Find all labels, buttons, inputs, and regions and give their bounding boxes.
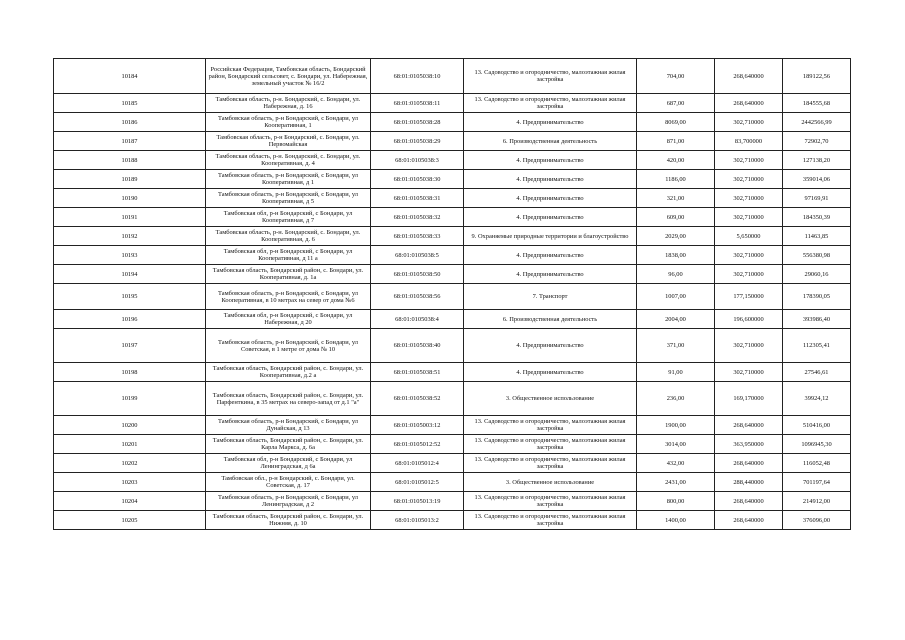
land-use-cell: 13. Садоводство и огородничество, малоэтажная жилая застройка bbox=[464, 435, 637, 454]
row-number-cell: 10204 bbox=[54, 492, 206, 511]
cadastral-number-cell: 68:01:0105013:19 bbox=[371, 492, 464, 511]
cadastral-value-cell: 701197,64 bbox=[783, 473, 851, 492]
address-cell: Тамбовская область, р-н Бондарский, с Бондари, ул Дунайская, д 13 bbox=[206, 416, 371, 435]
land-use-cell: 6. Производственная деятельность bbox=[464, 310, 637, 329]
area-cell: 871,00 bbox=[637, 132, 715, 151]
land-use-cell: 4. Предпринимательство bbox=[464, 265, 637, 284]
cadastral-number-cell: 68:01:0105038:31 bbox=[371, 189, 464, 208]
area-cell: 371,00 bbox=[637, 329, 715, 363]
table-row bbox=[54, 151, 851, 170]
address-cell: Тамбовская область, р-н Бондарский, с Бондари, ул Советская, в 1 метре от дома № 10 bbox=[206, 329, 371, 363]
table-row bbox=[54, 265, 851, 284]
document-page bbox=[53, 58, 850, 530]
cadastral-value-cell: 116052,48 bbox=[783, 454, 851, 473]
cadastral-number-cell: 68:01:0105038:10 bbox=[371, 59, 464, 94]
table-row bbox=[54, 382, 851, 416]
land-use-cell: 4. Предпринимательство bbox=[464, 189, 637, 208]
area-cell: 1186,00 bbox=[637, 170, 715, 189]
cadastral-number-cell: 68:01:0105038:32 bbox=[371, 208, 464, 227]
table-row bbox=[54, 59, 851, 94]
row-number-cell: 10189 bbox=[54, 170, 206, 189]
cadastral-value-cell: 39924,12 bbox=[783, 382, 851, 416]
address-cell: Тамбовская обл, р-н Бондарский, с Бондари, ул Ленинградская, д 6а bbox=[206, 454, 371, 473]
cadastral-number-cell: 68:01:0105012:5 bbox=[371, 473, 464, 492]
cadastral-value-cell: 1096945,30 bbox=[783, 435, 851, 454]
address-cell: Российская Федерация, Тамбовская область, Бондарский район, Бондарский сельсовет, с. Бондари, ул. Набережная, земельный участок № 16/2 bbox=[206, 59, 371, 94]
cadastral-value-cell: 127138,20 bbox=[783, 151, 851, 170]
specific-value-cell: 288,440000 bbox=[715, 473, 783, 492]
land-use-cell: 4. Предпринимательство bbox=[464, 363, 637, 382]
row-number-cell: 10193 bbox=[54, 246, 206, 265]
specific-value-cell: 169,170000 bbox=[715, 382, 783, 416]
specific-value-cell: 268,640000 bbox=[715, 59, 783, 94]
cadastral-value-table bbox=[53, 58, 851, 530]
cadastral-number-cell: 68:01:0105003:12 bbox=[371, 416, 464, 435]
land-use-cell: 4. Предпринимательство bbox=[464, 113, 637, 132]
row-number-cell: 10186 bbox=[54, 113, 206, 132]
cadastral-value-cell: 112305,41 bbox=[783, 329, 851, 363]
table-row bbox=[54, 492, 851, 511]
area-cell: 236,00 bbox=[637, 382, 715, 416]
area-cell: 2029,00 bbox=[637, 227, 715, 246]
land-use-cell: 13. Садоводство и огородничество, малоэтажная жилая застройка bbox=[464, 492, 637, 511]
area-cell: 8069,00 bbox=[637, 113, 715, 132]
specific-value-cell: 268,640000 bbox=[715, 511, 783, 530]
land-use-cell: 4. Предпринимательство bbox=[464, 208, 637, 227]
address-cell: Тамбовская область, р-н Бондарский, с Бондари, ул Кооперативная, д 5 bbox=[206, 189, 371, 208]
row-number-cell: 10205 bbox=[54, 511, 206, 530]
row-number-cell: 10199 bbox=[54, 382, 206, 416]
cadastral-value-cell: 359014,06 bbox=[783, 170, 851, 189]
address-cell: Тамбовская область, р-н. Бондарский, с. Бондари, ул. Набережная, д. 16 bbox=[206, 94, 371, 113]
address-cell: Тамбовская область, Бондарский район, с. Бондари, ул. Парфенткина, в 35 метрах на северо-запад от д.1 "а" bbox=[206, 382, 371, 416]
row-number-cell: 10184 bbox=[54, 59, 206, 94]
specific-value-cell: 302,710000 bbox=[715, 329, 783, 363]
table-row bbox=[54, 113, 851, 132]
address-cell: Тамбовская обл, р-н Бондарский, с Бондари, ул Кооперативная, д 7 bbox=[206, 208, 371, 227]
address-cell: Тамбовская область, р-н. Бондарский, с. Бондари, ул. Кооперативная, д. 6 bbox=[206, 227, 371, 246]
cadastral-number-cell: 68:01:0105038:50 bbox=[371, 265, 464, 284]
row-number-cell: 10190 bbox=[54, 189, 206, 208]
cadastral-number-cell: 68:01:0105012:4 bbox=[371, 454, 464, 473]
cadastral-number-cell: 68:01:0105038:51 bbox=[371, 363, 464, 382]
cadastral-value-cell: 97169,91 bbox=[783, 189, 851, 208]
cadastral-number-cell: 68:01:0105038:5 bbox=[371, 246, 464, 265]
address-cell: Тамбовская область, р-н Бондарский, с Бондари, ул Кооперативная, 1 bbox=[206, 113, 371, 132]
area-cell: 704,00 bbox=[637, 59, 715, 94]
address-cell: Тамбовская обл, р-н Бондарский, с Бондари, ул Набережная, д 20 bbox=[206, 310, 371, 329]
table-row bbox=[54, 416, 851, 435]
specific-value-cell: 302,710000 bbox=[715, 363, 783, 382]
specific-value-cell: 268,640000 bbox=[715, 416, 783, 435]
cadastral-number-cell: 68:01:0105038:11 bbox=[371, 94, 464, 113]
row-number-cell: 10200 bbox=[54, 416, 206, 435]
specific-value-cell: 268,640000 bbox=[715, 492, 783, 511]
land-use-cell: 13. Садоводство и огородничество, малоэтажная жилая застройка bbox=[464, 511, 637, 530]
row-number-cell: 10197 bbox=[54, 329, 206, 363]
specific-value-cell: 302,710000 bbox=[715, 189, 783, 208]
land-use-cell: 4. Предпринимательство bbox=[464, 170, 637, 189]
specific-value-cell: 268,640000 bbox=[715, 94, 783, 113]
land-use-cell: 9. Охраняемые природные территории и благоустройство bbox=[464, 227, 637, 246]
table-row bbox=[54, 363, 851, 382]
land-use-cell: 6. Производственная деятельность bbox=[464, 132, 637, 151]
land-use-cell: 4. Предпринимательство bbox=[464, 329, 637, 363]
cadastral-number-cell: 68:01:0105038:4 bbox=[371, 310, 464, 329]
specific-value-cell: 302,710000 bbox=[715, 208, 783, 227]
area-cell: 321,00 bbox=[637, 189, 715, 208]
cadastral-value-cell: 510416,00 bbox=[783, 416, 851, 435]
specific-value-cell: 196,600000 bbox=[715, 310, 783, 329]
row-number-cell: 10201 bbox=[54, 435, 206, 454]
specific-value-cell: 302,710000 bbox=[715, 265, 783, 284]
cadastral-value-cell: 11463,85 bbox=[783, 227, 851, 246]
land-use-cell: 3. Общественное использование bbox=[464, 473, 637, 492]
table-row bbox=[54, 435, 851, 454]
land-use-cell: 7. Транспорт bbox=[464, 284, 637, 310]
address-cell: Тамбовская область, р-н Бондарский, с Бондари, ул Кооперативная, д 1 bbox=[206, 170, 371, 189]
table-row bbox=[54, 329, 851, 363]
specific-value-cell: 363,950000 bbox=[715, 435, 783, 454]
row-number-cell: 10195 bbox=[54, 284, 206, 310]
area-cell: 432,00 bbox=[637, 454, 715, 473]
cadastral-value-cell: 189122,56 bbox=[783, 59, 851, 94]
land-use-cell: 13. Садоводство и огородничество, малоэтажная жилая застройка bbox=[464, 454, 637, 473]
cadastral-number-cell: 68:01:0105012:52 bbox=[371, 435, 464, 454]
cadastral-value-cell: 72902,70 bbox=[783, 132, 851, 151]
cadastral-value-cell: 29060,16 bbox=[783, 265, 851, 284]
cadastral-number-cell: 68:01:0105038:30 bbox=[371, 170, 464, 189]
area-cell: 3014,00 bbox=[637, 435, 715, 454]
specific-value-cell: 268,640000 bbox=[715, 454, 783, 473]
cadastral-value-cell: 376096,00 bbox=[783, 511, 851, 530]
area-cell: 2004,00 bbox=[637, 310, 715, 329]
cadastral-value-cell: 2442566,99 bbox=[783, 113, 851, 132]
row-number-cell: 10192 bbox=[54, 227, 206, 246]
land-use-cell: 13. Садоводство и огородничество, малоэтажная жилая застройка bbox=[464, 59, 637, 94]
specific-value-cell: 302,710000 bbox=[715, 246, 783, 265]
row-number-cell: 10194 bbox=[54, 265, 206, 284]
area-cell: 687,00 bbox=[637, 94, 715, 113]
row-number-cell: 10191 bbox=[54, 208, 206, 227]
table-row bbox=[54, 473, 851, 492]
table-row bbox=[54, 227, 851, 246]
specific-value-cell: 83,700000 bbox=[715, 132, 783, 151]
address-cell: Тамбовская обл., р-н Бондарский, с. Бондари, ул. Советская, д. 17 bbox=[206, 473, 371, 492]
row-number-cell: 10203 bbox=[54, 473, 206, 492]
cadastral-number-cell: 68:01:0105038:33 bbox=[371, 227, 464, 246]
address-cell: Тамбовская область, р-н. Бондарский, с. Бондари, ул. Кооперативная, д. 4 bbox=[206, 151, 371, 170]
land-use-cell: 13. Садоводство и огородничество, малоэтажная жилая застройка bbox=[464, 416, 637, 435]
address-cell: Тамбовская область, р-н Бондарский, с. Бондари, ул. Первомайская bbox=[206, 132, 371, 151]
row-number-cell: 10198 bbox=[54, 363, 206, 382]
cadastral-value-cell: 184350,39 bbox=[783, 208, 851, 227]
address-cell: Тамбовская область, р-н Бондарский, с Бондари, ул Кооперативная, в 10 метрах на север от дома №6 bbox=[206, 284, 371, 310]
land-use-cell: 3. Общественное использование bbox=[464, 382, 637, 416]
cadastral-value-cell: 556380,98 bbox=[783, 246, 851, 265]
land-use-cell: 13. Садоводство и огородничество, малоэтажная жилая застройка bbox=[464, 94, 637, 113]
land-use-cell: 4. Предпринимательство bbox=[464, 246, 637, 265]
row-number-cell: 10188 bbox=[54, 151, 206, 170]
address-cell: Тамбовская область, Бондарский район, с. Бондари, ул. Нижняя, д. 10 bbox=[206, 511, 371, 530]
cadastral-value-cell: 184555,68 bbox=[783, 94, 851, 113]
address-cell: Тамбовская область, Бондарский район, с. Бондари, ул. Кооперативная, д. 1а bbox=[206, 265, 371, 284]
address-cell: Тамбовская обл, р-н Бондарский, с Бондари, ул Кооперативная, д 11 а bbox=[206, 246, 371, 265]
table-row bbox=[54, 310, 851, 329]
land-use-cell: 4. Предпринимательство bbox=[464, 151, 637, 170]
cadastral-number-cell: 68:01:0105038:3 bbox=[371, 151, 464, 170]
area-cell: 420,00 bbox=[637, 151, 715, 170]
cadastral-value-cell: 393986,40 bbox=[783, 310, 851, 329]
cadastral-value-cell: 27546,61 bbox=[783, 363, 851, 382]
cadastral-value-cell: 178390,05 bbox=[783, 284, 851, 310]
area-cell: 1400,00 bbox=[637, 511, 715, 530]
row-number-cell: 10187 bbox=[54, 132, 206, 151]
row-number-cell: 10196 bbox=[54, 310, 206, 329]
table-row bbox=[54, 454, 851, 473]
cadastral-number-cell: 68:01:0105013:2 bbox=[371, 511, 464, 530]
address-cell: Тамбовская область, Бондарский район, с. Бондари, ул. Кооперативная, д.2 а bbox=[206, 363, 371, 382]
table-row bbox=[54, 246, 851, 265]
specific-value-cell: 5,650000 bbox=[715, 227, 783, 246]
row-number-cell: 10185 bbox=[54, 94, 206, 113]
area-cell: 800,00 bbox=[637, 492, 715, 511]
cadastral-number-cell: 68:01:0105038:40 bbox=[371, 329, 464, 363]
row-number-cell: 10202 bbox=[54, 454, 206, 473]
cadastral-number-cell: 68:01:0105038:28 bbox=[371, 113, 464, 132]
cadastral-number-cell: 68:01:0105038:56 bbox=[371, 284, 464, 310]
table-row bbox=[54, 132, 851, 151]
table-row bbox=[54, 170, 851, 189]
area-cell: 1900,00 bbox=[637, 416, 715, 435]
cadastral-number-cell: 68:01:0105038:29 bbox=[371, 132, 464, 151]
table-body bbox=[54, 59, 851, 530]
area-cell: 96,00 bbox=[637, 265, 715, 284]
address-cell: Тамбовская область, р-н Бондарский, с Бондари, ул Ленинградская, д 2 bbox=[206, 492, 371, 511]
table-row bbox=[54, 284, 851, 310]
area-cell: 2431,00 bbox=[637, 473, 715, 492]
specific-value-cell: 302,710000 bbox=[715, 170, 783, 189]
table-row bbox=[54, 208, 851, 227]
area-cell: 91,00 bbox=[637, 363, 715, 382]
table-row bbox=[54, 189, 851, 208]
area-cell: 1007,00 bbox=[637, 284, 715, 310]
specific-value-cell: 177,150000 bbox=[715, 284, 783, 310]
area-cell: 1838,00 bbox=[637, 246, 715, 265]
cadastral-number-cell: 68:01:0105038:52 bbox=[371, 382, 464, 416]
area-cell: 609,00 bbox=[637, 208, 715, 227]
cadastral-value-cell: 214912,00 bbox=[783, 492, 851, 511]
table-row bbox=[54, 511, 851, 530]
address-cell: Тамбовская область, Бондарский район, с. Бондари, ул. Карла Маркса, д. 6а bbox=[206, 435, 371, 454]
table-row bbox=[54, 94, 851, 113]
specific-value-cell: 302,710000 bbox=[715, 151, 783, 170]
specific-value-cell: 302,710000 bbox=[715, 113, 783, 132]
